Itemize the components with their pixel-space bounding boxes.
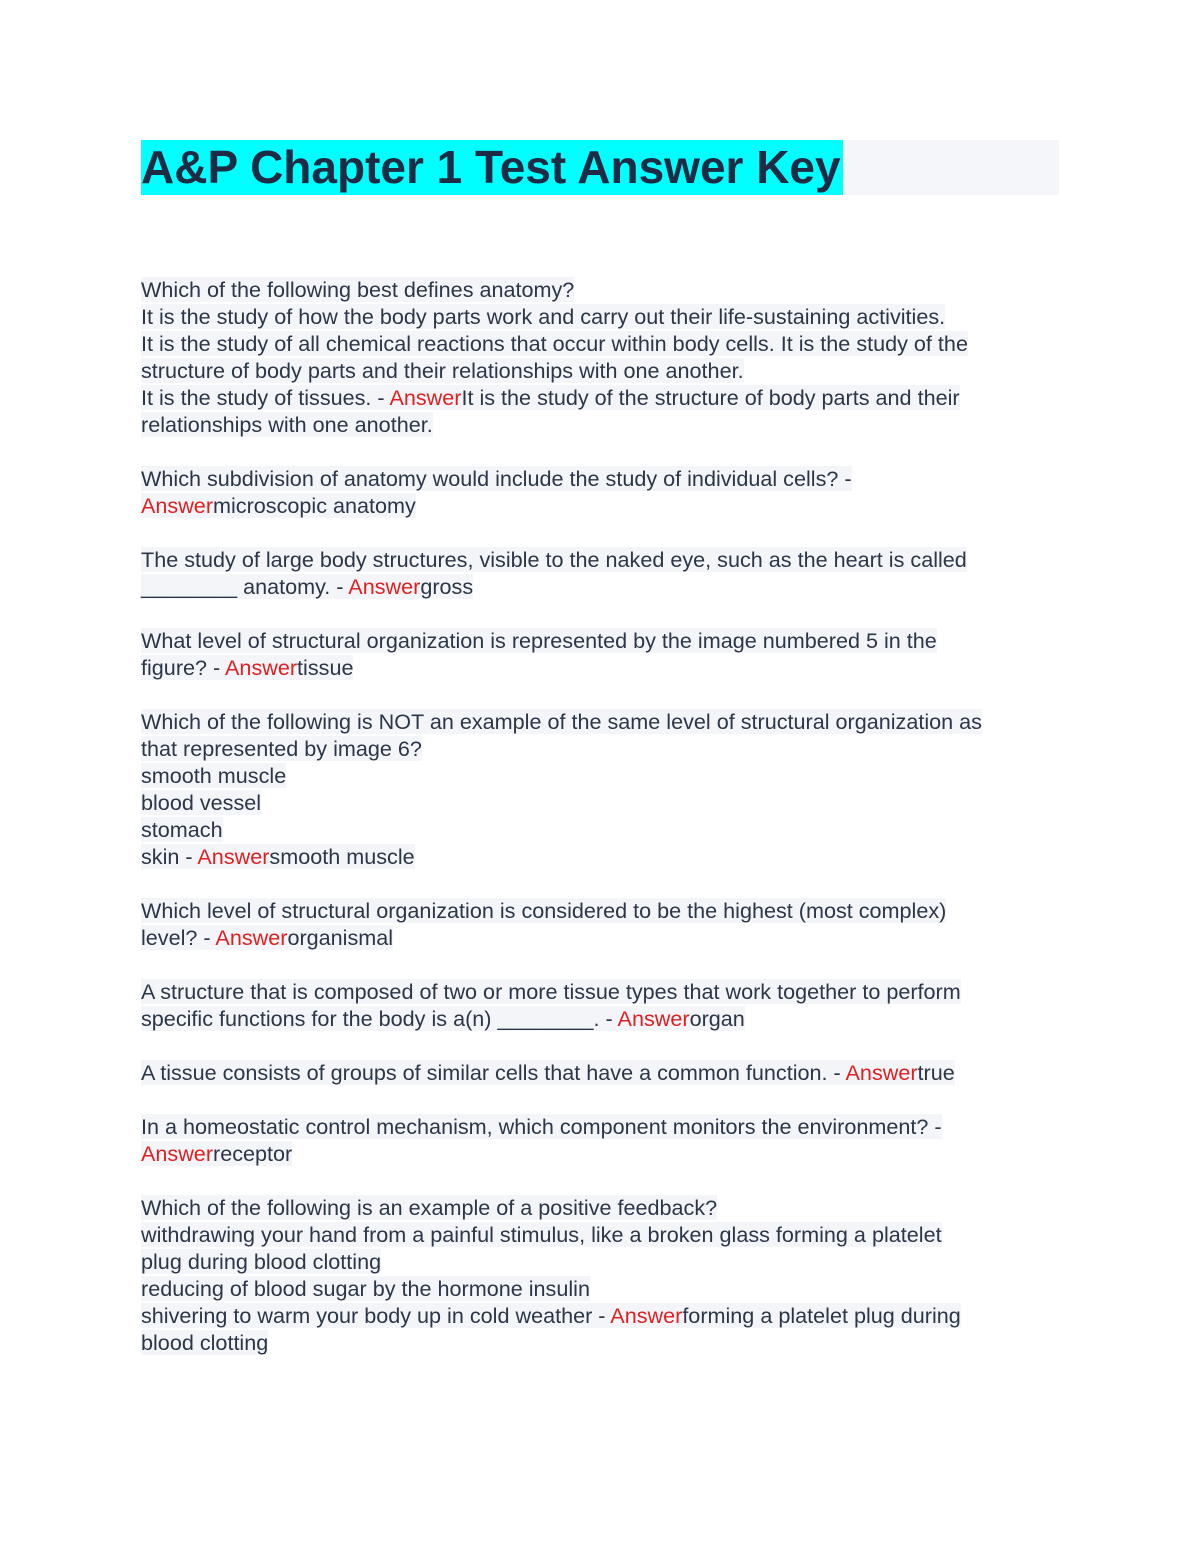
- question-text: specific functions for the body is a(n) ________. -: [141, 1006, 618, 1031]
- answer-text: organ: [689, 1006, 745, 1031]
- qa-line: [141, 816, 1061, 843]
- qa-line-text: [141, 574, 473, 599]
- qa-line: [141, 1302, 1061, 1329]
- answer-label: Answer: [141, 1141, 214, 1166]
- qa-line: [141, 897, 1061, 924]
- qa-item: [141, 978, 1061, 1032]
- answer-label: Answer: [389, 385, 462, 410]
- qa-line: [141, 384, 1061, 411]
- qa-line: [141, 924, 1061, 951]
- qa-line-text: [141, 385, 960, 410]
- answer-label: Answer: [845, 1060, 918, 1085]
- qa-line: [141, 627, 1061, 654]
- document-title: A&P Chapter 1 Test Answer Key: [141, 141, 841, 193]
- qa-line-text: [141, 844, 415, 869]
- qa-line-text: In a homeostatic control mechanism, which component monitors the environment? -: [141, 1114, 942, 1139]
- question-text: It is the study of tissues. -: [141, 385, 390, 410]
- qa-line-text: [141, 655, 353, 680]
- qa-line-text: [141, 1006, 745, 1031]
- answer-label: Answer: [225, 655, 298, 680]
- qa-line: [141, 1005, 1061, 1032]
- qa-line-text: that represented by image 6?: [141, 736, 422, 761]
- qa-item: [141, 708, 1061, 870]
- qa-item: [141, 897, 1061, 951]
- qa-line-text: blood vessel: [141, 790, 262, 815]
- answer-label: Answer: [610, 1303, 683, 1328]
- answer-text: It is the study of the structure of body parts and their: [461, 385, 960, 410]
- qa-line-text: [141, 925, 393, 950]
- qa-line-text: [141, 1060, 955, 1085]
- qa-line: [141, 762, 1061, 789]
- qa-item: [141, 1059, 1061, 1086]
- qa-line-text: What level of structural organization is represented by the image numbered 5 in the: [141, 628, 937, 653]
- qa-line: [141, 654, 1061, 681]
- qa-line: [141, 573, 1061, 600]
- qa-line-text: [141, 1141, 292, 1166]
- qa-line: [141, 492, 1061, 519]
- qa-line: [141, 735, 1061, 762]
- qa-line-text: It is the study of how the body parts work and carry out their life-sustaining activities.: [141, 304, 946, 329]
- answer-label: Answer: [141, 493, 214, 518]
- qa-line-text: reducing of blood sugar by the hormone insulin: [141, 1276, 590, 1301]
- qa-line-text: stomach: [141, 817, 223, 842]
- qa-line: [141, 276, 1061, 303]
- qa-line-text: plug during blood clotting: [141, 1249, 382, 1274]
- question-text: figure? -: [141, 655, 226, 680]
- qa-line: [141, 978, 1061, 1005]
- qa-item: [141, 276, 1061, 438]
- qa-line: [141, 1221, 1061, 1248]
- qa-line-text: A structure that is composed of two or more tissue types that work together to perform: [141, 979, 961, 1004]
- qa-line-text: Which of the following best defines anatomy?: [141, 277, 575, 302]
- qa-line: [141, 1140, 1061, 1167]
- answer-text: receptor: [213, 1141, 293, 1166]
- answer-text: forming a platelet plug during: [682, 1303, 961, 1328]
- qa-item: [141, 1113, 1061, 1167]
- qa-line: [141, 411, 1061, 438]
- qa-line: [141, 357, 1061, 384]
- qa-item: [141, 465, 1061, 519]
- qa-line: [141, 789, 1061, 816]
- qa-line: [141, 546, 1061, 573]
- qa-line: [141, 843, 1061, 870]
- qa-line-text: Which of the following is NOT an example of the same level of structural organization as: [141, 709, 982, 734]
- qa-line-text: Which subdivision of anatomy would include the study of individual cells? -: [141, 466, 852, 491]
- qa-line-text: blood clotting: [141, 1330, 269, 1355]
- qa-line: [141, 303, 1061, 330]
- answer-text: organismal: [287, 925, 394, 950]
- qa-item: [141, 1194, 1061, 1356]
- answer-text: gross: [420, 574, 474, 599]
- qa-line-text: It is the study of all chemical reactions that occur within body cells. It is the study of the: [141, 331, 968, 356]
- qa-line: [141, 330, 1061, 357]
- qa-line: [141, 1059, 1061, 1086]
- qa-line: [141, 1329, 1061, 1356]
- qa-line: [141, 1194, 1061, 1221]
- qa-item: [141, 627, 1061, 681]
- question-text: shivering to warm your body up in cold weather -: [141, 1303, 611, 1328]
- qa-line-text: [141, 493, 416, 518]
- qa-line-text: structure of body parts and their relationships with one another.: [141, 358, 744, 383]
- qa-line: [141, 465, 1061, 492]
- answer-text: true: [917, 1060, 955, 1085]
- qa-item: [141, 546, 1061, 600]
- answer-text: microscopic anatomy: [213, 493, 416, 518]
- question-text: level? -: [141, 925, 216, 950]
- qa-line-text: withdrawing your hand from a painful stimulus, like a broken glass forming a platelet: [141, 1222, 942, 1247]
- qa-line-text: Which of the following is an example of a positive feedback?: [141, 1195, 718, 1220]
- answer-text: smooth muscle: [269, 844, 415, 869]
- answer-label: Answer: [348, 574, 421, 599]
- qa-line-text: relationships with one another.: [141, 412, 433, 437]
- question-text: ________ anatomy. -: [141, 574, 349, 599]
- answer-text: tissue: [297, 655, 354, 680]
- qa-line-text: Which level of structural organization is considered to be the highest (most complex): [141, 898, 947, 923]
- answer-label: Answer: [215, 925, 288, 950]
- question-text: skin -: [141, 844, 198, 869]
- qa-line-text: [141, 1303, 961, 1328]
- answer-label: Answer: [617, 1006, 690, 1031]
- qa-line: [141, 1248, 1061, 1275]
- qa-line: [141, 708, 1061, 735]
- qa-line: [141, 1113, 1061, 1140]
- qa-line-text: smooth muscle: [141, 763, 287, 788]
- question-text: A tissue consists of groups of similar cells that have a common function. -: [141, 1060, 846, 1085]
- qa-line-text: The study of large body structures, visible to the naked eye, such as the heart is called: [141, 547, 967, 572]
- qa-line: [141, 1275, 1061, 1302]
- answer-label: Answer: [197, 844, 270, 869]
- question-answer-list: [141, 276, 1061, 1383]
